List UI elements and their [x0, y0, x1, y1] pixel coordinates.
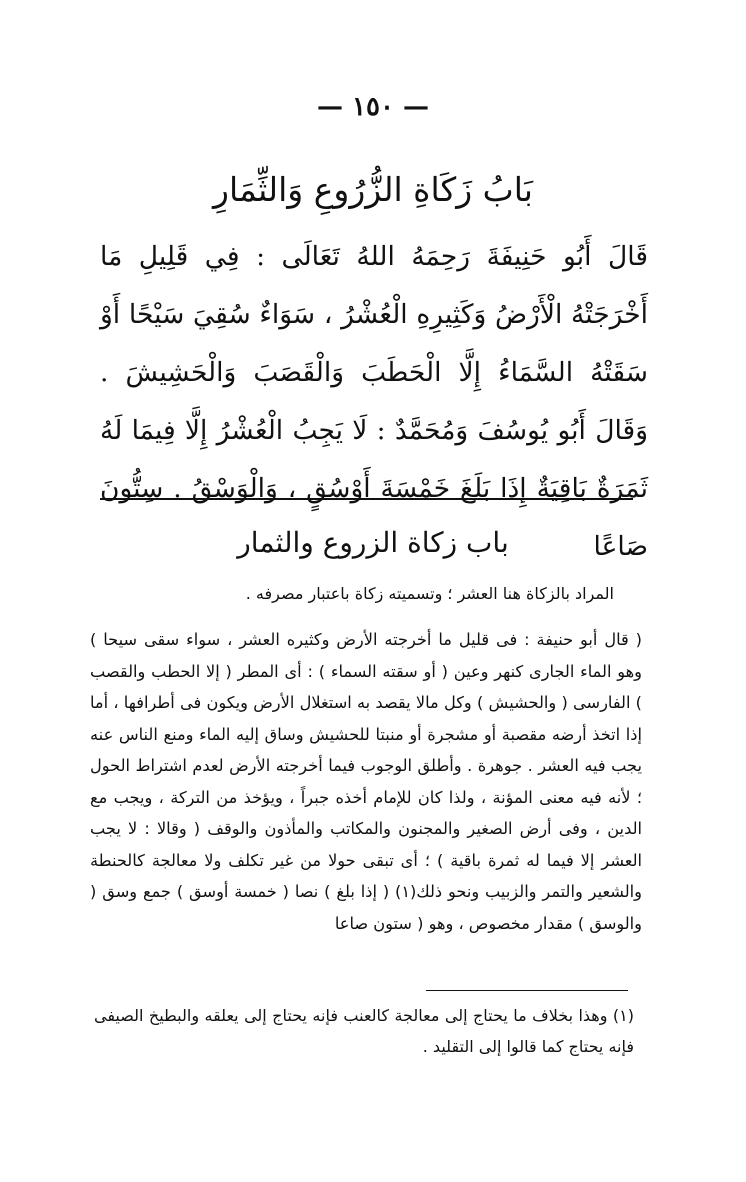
main-text: قَالَ أَبُو حَنِيفَةَ رَحِمَهُ اللهُ تَعَالَى : فِي قَلِيلِ مَا أَخْرَجَتْهُ الْأَرْضُ وَكَثِيرِهِ الْعُشْرُ ، سَوَاءٌ سُقِيَ سَيْحًا أَوْ سَقَتْهُ السَّمَاءُ إِلَّا الْحَطَبَ وَالْقَصَبَ وَالْحَشِيشَ . وَقَالَ أَبُو يُوسُفَ وَمُحَمَّدٌ : لَا يَجِبُ الْعُشْرُ إِلَّا فِيمَا لَهُ ثَمَرَةٌ بَاقِيَةٌ إِذَا بَلَغَ خَمْسَةَ أَوْسُقٍ ، وَالْوَسْقُ . سِتُّونَ صَاعًا [100, 241, 648, 562]
footnote-divider [426, 990, 628, 991]
page-number: — ١٥٠ — [316, 92, 430, 122]
commentary-text: ( قال أبو حنيفة : فى قليل ما أخرجته الأرض وكثيره العشر ، سواء سقى سيحا ) وهو الماء الجارى كنهر وعين ( أو سقته السماء ) : أى المطر ( إلا الحطب والقصب ) الفارسى ( والحشيش ) وكل مالا يقصد به استغلال الأرض ويكون فى أطرافها ، أما إذا اتخذ أرضه مقصبة أو مشجرة أو منبتا للحشيش وساق إليه الماء ومنع الناس عنه يجب فيه العشر . جوهرة . وأطلق الوجوب فيما أخرجته الأرض لعدم اشتراط الحول ؛ لأنه فيه معنى المؤنة ، ولذا كان للإمام أخذه جبراً ، ويؤخذ من التركة ، ويجب مع الدين ، وفى أرض الصغير والمجنون والمكاتب والمأذون والوقف ( وقالا : لا يجب العشر إلا فيما له ثمرة باقية ) ؛ أى تبقى حولا من غير تكلف ولا معالجة كالحنطة والشعير والتمر والزبيب ونحو ذلك(١) ( إذا بلغ ) نصا ( خمسة أوسق ) جمع وسق ( والوسق ) مقدار مخصوص ، وهو ( ستون صاعا [90, 630, 642, 933]
commentary-title: باب زكاة الزروع والثمار [237, 526, 509, 559]
section-divider [100, 498, 633, 500]
commentary-intro: المراد بالزكاة هنا العشر ؛ وتسميته زكاة باعتبار مصرفه . [245, 584, 614, 603]
footnote: (١) وهذا بخلاف ما يحتاج إلى معالجة كالعنب فإنه يحتاج إلى يعلقه والبطيخ الصيفى فإنه يحتاج كما قالوا إلى التقليد . [94, 1006, 634, 1056]
chapter-title: بَابُ زَكَاةِ الزُّرُوعِ وَالثِّمَارِ [213, 170, 533, 209]
